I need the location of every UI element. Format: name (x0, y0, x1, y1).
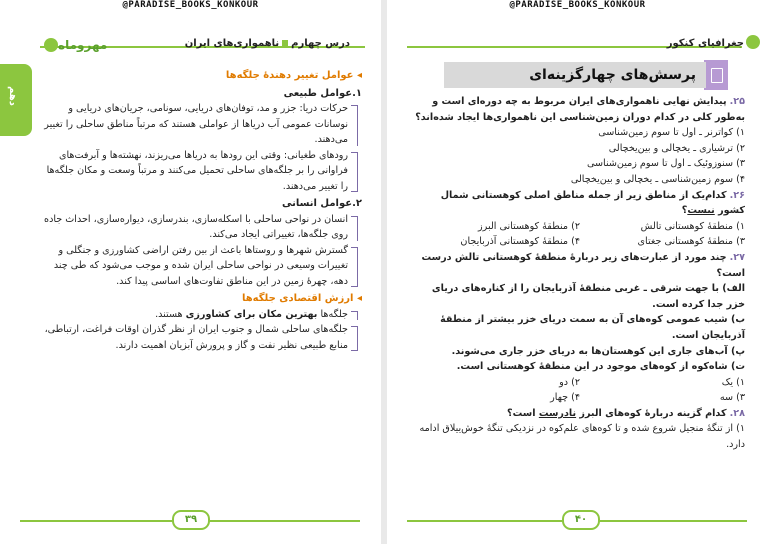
question-26: ۲۶. کدام‌یک از مناطق زیر از جمله مناطق اصلی کوهستانی شمال کشور نیست؟ (440, 189, 745, 217)
option: ۱) کواترنر ـ اول تا سوم زمین‌شناسی (598, 127, 745, 139)
option-row (415, 219, 745, 235)
grade-tab (0, 64, 32, 136)
paragraph: انسان در نواحی ساحلی با اسکله‌سازی، بندرسازی، دیواره‌سازی، احداث جاده روی جلگه‌ها، تغییراتی ایجاد می‌کند. (40, 212, 362, 243)
lesson-label: درس چهارم (291, 38, 350, 49)
grade-tab-label: دهم (7, 86, 18, 106)
publisher-logo: مهروماه (58, 38, 108, 52)
question-28: ۲۸. کدام گزینه دربارهٔ کوه‌های البرز نادرست است؟ (507, 407, 745, 419)
option: ۳) منطقهٔ کوهستانی جغتای (637, 236, 745, 248)
paragraph: گسترش شهرها و روستاها باعث از بین رفتن اراضی کشاورزی و جنگلی و تغییرات وسیعی در نواحی ساحلی ایران شده و موجب می‌شود که طی چند دهه، چهرهٔ زمین در این مناطق تفاوت‌های اساسی پیدا کند. (40, 243, 362, 290)
option: ۲) ترشیاری ـ یخچالی و بین‌یخچالی (608, 142, 745, 154)
statement: پ) آب‌های جاری این کوهستان‌ها به دریای خزر جاری می‌شوند. (451, 345, 745, 357)
option: ۳) سنوزوئیک ـ اول تا سوم زمین‌شناسی (587, 158, 745, 170)
questions-banner: پرسش‌های چهارگزینه‌ای (444, 62, 706, 88)
logo-icon (44, 38, 58, 52)
paragraph: جلگه‌های ساحلی شمال و جنوب ایران از نظر گذران اوقات فراغت، ارتباطی، منابع طبیعی نظیر نفت و گاز و پرورش آبزیان اهمیت دارند. (40, 322, 362, 353)
watermark: @PARADISE_BOOKS_KONKOUR (122, 0, 259, 10)
brand-icon (746, 35, 760, 49)
subsection-title: ۱.عوامل طبیعی (283, 87, 362, 99)
paragraph: حرکات دریا: جزر و مد، توفان‌های دریایی، سونامی، جریان‌های دریایی و نوسانات عمومی آب دریاها از عواملی هستند که مرتباً مناطق ساحلی را تغییر می‌دهند. (40, 101, 362, 148)
brand-title: جغرافیای کنکور (666, 38, 744, 49)
option-row (415, 234, 745, 250)
option-row (415, 390, 745, 406)
questions (415, 94, 745, 453)
page-number: ۴۰ (562, 510, 600, 530)
subsection-title: ۲.عوامل انسانی (281, 198, 362, 209)
option: ۴) سوم زمین‌شناسی ـ یخچالی و بین‌یخچالی (570, 173, 745, 185)
page-number: ۳۹ (172, 510, 210, 530)
square-bullet-icon (282, 40, 288, 46)
question-27: ۲۷. چند مورد از عبارت‌های زیر دربارهٔ منطقهٔ کوهستانی تالش درست است؟ (421, 251, 745, 279)
section-title: ◂ ارزش اقتصادی جلگه‌ها (241, 293, 362, 304)
right-page (387, 0, 768, 544)
lesson-topic: ناهمواری‌های ایران (184, 38, 280, 49)
left-page (0, 0, 381, 544)
statement: ت) شاه‌کوه از کوه‌های موجود در این منطقهٔ کوهستانی است. (456, 361, 745, 373)
option: ۲) دو (559, 376, 580, 388)
statement: ب) شیب عمومی کوه‌های آن به سمت دریای خزر بیشتر از منطقهٔ آذربایجان است. (440, 314, 745, 341)
paragraph: رودهای طغیانی: وقتی این رودها به دریاها می‌ریزند، نهشته‌ها و آبرفت‌های فراوانی را بر جلگه‌های ساحلی تحمیل می‌کنند و مرتباً وسعت و مکان جلگه‌ها را تغییر می‌دهند. (40, 148, 362, 195)
statement: الف) با جهت شرقی ـ غربی منطقهٔ آذربایجان را از کناره‌های دریای خزر جدا کرده است. (431, 283, 745, 310)
option: ۴) چهار (550, 392, 580, 404)
option: ۱) یک (721, 376, 745, 388)
lesson-title (170, 38, 350, 49)
option: ۲) منطقهٔ کوهستانی البرز (478, 220, 580, 232)
section-title: ◂ عوامل تغییر دهندهٔ جلگه‌ها (225, 70, 362, 81)
question-25: ۲۵. پیدایش نهایی ناهمواری‌های ایران مربوط به چه دوره‌ای است و به‌طور کلی در کدام دوران زمین‌شناسی این ناهمواری‌ها ایجاد شده‌اند؟ (415, 96, 745, 123)
paragraph: جلگه‌ها بهترین مکان برای کشاورزی هستند. (40, 307, 362, 323)
option: ۱) منطقهٔ کوهستانی تالش (640, 220, 745, 232)
option-row (415, 375, 745, 391)
watermark: @PARADISE_BOOKS_KONKOUR (509, 0, 646, 10)
option: ۱) از تنگهٔ منجیل شروع شده و تا کوه‌های علم‌کوه در نزدیکی تنگهٔ خوش‌ییلاق ادامه دارد. (419, 423, 745, 451)
left-content (40, 66, 362, 353)
option: ۴) منطقهٔ کوهستانی آذربایجان (460, 236, 580, 248)
option: ۳) سه (719, 392, 745, 404)
document-icon (704, 60, 728, 90)
